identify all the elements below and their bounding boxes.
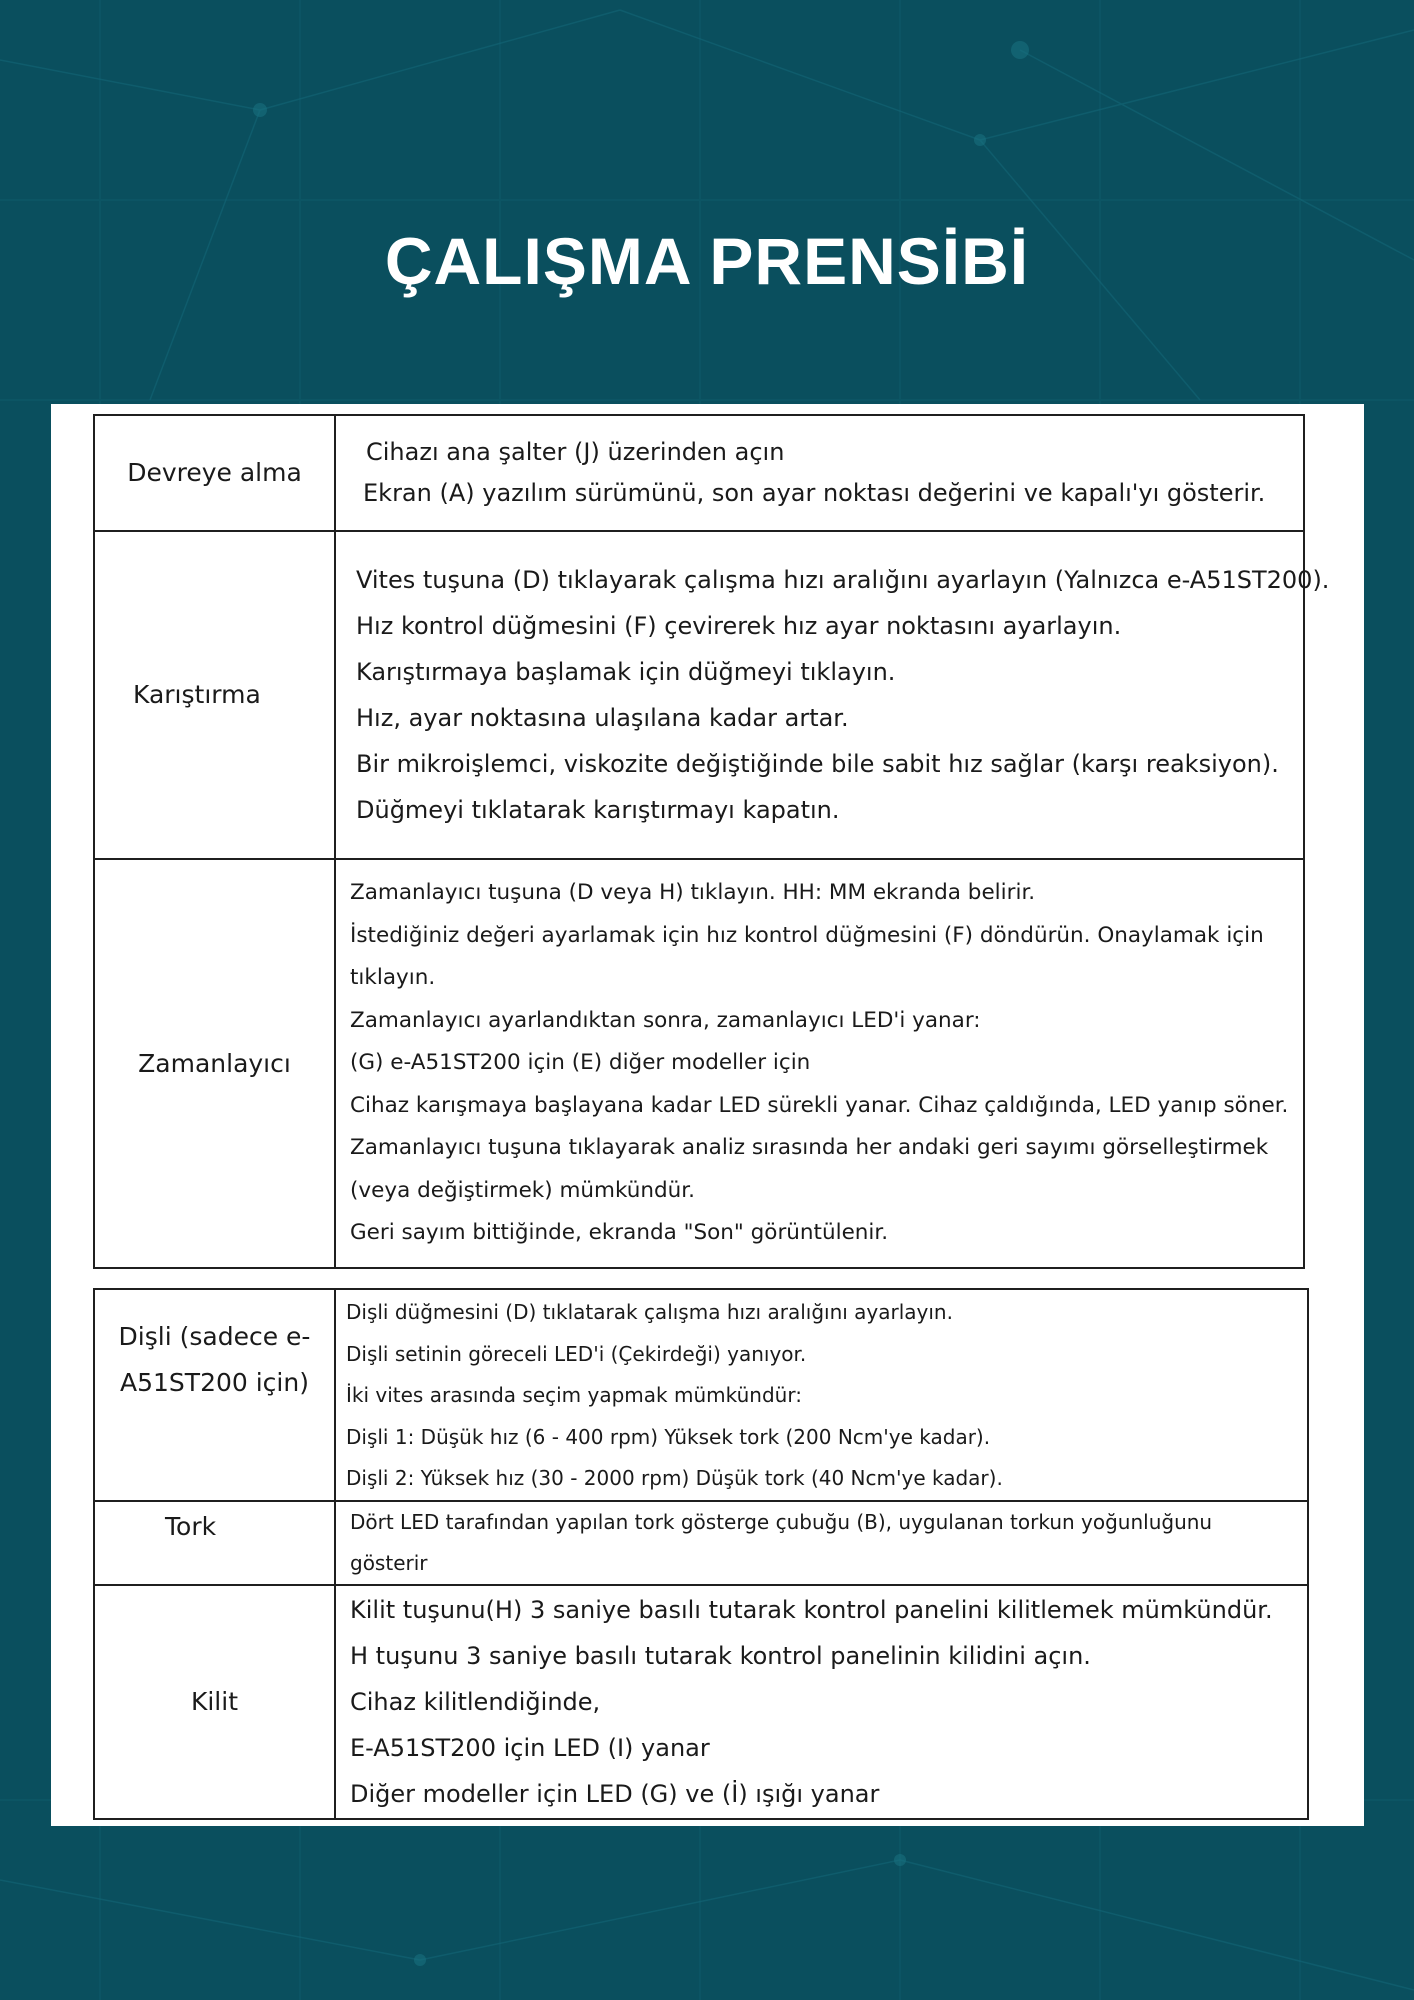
table-row-kilit: [94, 1585, 1308, 1819]
content-line: Ekran (A) yazılım sürümünü, son ayar noktası değerini ve kapalı'yı gösterir.: [363, 479, 1266, 507]
content-line: Vites tuşuna (D) tıklayarak çalışma hızı aralığını ayarlayın (Yalnızca e-A51ST200).: [356, 566, 1330, 594]
row-content-karistirma: [335, 531, 1330, 859]
content-line: (G) e-A51ST200 için (E) diğer modeller için: [350, 1050, 811, 1076]
principles-table-top: [93, 414, 1330, 1269]
row-label-text: Karıştırma: [133, 680, 261, 709]
row-content-devreye-alma: [335, 415, 1304, 531]
page-title: ÇALIŞMA PRENSİBİ: [384, 224, 1030, 298]
row-label-zamanlayici: [94, 859, 335, 1268]
content-line: Diğer modeller için LED (G) ve (İ) ışığı yanar: [350, 1779, 880, 1808]
row-content-kilit: [335, 1585, 1308, 1819]
content-line: Hız, ayar noktasına ulaşılana kadar artar.: [356, 704, 849, 732]
content-line: Dişli 2: Yüksek hız (30 - 2000 rpm) Düşük tork (40 Ncm'ye kadar).: [346, 1466, 1003, 1490]
row-label-devreye-alma: [94, 415, 335, 531]
content-line: Cihaz karışmaya başlayana kadar LED sürekli yanar. Cihaz çaldığında, LED yanıp söner.: [350, 1092, 1289, 1118]
content-line: gösterir: [350, 1550, 428, 1575]
content-line: H tuşunu 3 saniye basılı tutarak kontrol panelinin kilidini açın.: [350, 1641, 1091, 1670]
table-row-devreye-alma: [94, 415, 1304, 531]
row-label-tork: [94, 1501, 335, 1585]
content-line: Bir mikroişlemci, viskozite değiştiğinde bile sabit hız sağlar (karşı reaksiyon).: [356, 750, 1279, 778]
content-line: İki vites arasında seçim yapmak mümkündür:: [346, 1383, 802, 1407]
row-label-text: Tork: [165, 1511, 217, 1541]
row-label-karistirma: [94, 531, 335, 859]
content-line: Cihaz kilitlendiğinde,: [350, 1687, 601, 1716]
content-line: Zamanlayıcı ayarlandıktan sonra, zamanlayıcı LED'i yanar:: [350, 1007, 981, 1033]
content-line: Dört LED tarafından yapılan tork gösterge çubuğu (B), uygulanan torkun yoğunluğunu: [350, 1509, 1213, 1534]
content-line: E-A51ST200 için LED (I) yanar: [350, 1733, 710, 1762]
table-row-tork: [94, 1501, 1308, 1585]
content-line: Dişli 1: Düşük hız (6 - 400 rpm) Yüksek tork (200 Ncm'ye kadar).: [346, 1424, 991, 1449]
table-row-disli: [94, 1289, 1308, 1501]
principles-table-bottom: [93, 1288, 1309, 1820]
content-line: Hız kontrol düğmesini (F) çevirerek hız ayar noktasını ayarlayın.: [356, 612, 1122, 640]
row-label-line: Dişli (sadece e-: [118, 1322, 311, 1351]
row-label-line: A51ST200 için): [120, 1368, 309, 1397]
row-content-disli: [335, 1289, 1308, 1501]
row-label-disli: [94, 1289, 335, 1501]
content-line: Zamanlayıcı tuşuna tıklayarak analiz sırasında her andaki geri sayımı görselleştirmek: [350, 1135, 1269, 1161]
row-label-text: Zamanlayıcı: [138, 1048, 291, 1078]
content-line: Cihazı ana şalter (J) üzerinden açın: [366, 438, 785, 466]
content-line: İstediğiniz değeri ayarlamak için hız kontrol düğmesini (F) döndürün. Onaylamak için: [350, 922, 1264, 948]
content-line: Zamanlayıcı tuşuna (D veya H) tıklayın. HH: MM ekranda belirir.: [350, 880, 1036, 906]
content-line: Dişli setinin göreceli LED'i (Çekirdeği) yanıyor.: [346, 1341, 807, 1366]
content-line: Geri sayım bittiğinde, ekranda "Son" görüntülenir.: [350, 1220, 889, 1246]
row-label-kilit: [94, 1585, 335, 1819]
row-label-text: Devreye alma: [127, 458, 302, 487]
table-row-zamanlayici: [94, 859, 1304, 1268]
content-line: Dişli düğmesini (D) tıklatarak çalışma hızı aralığını ayarlayın.: [346, 1300, 953, 1324]
content-line: (veya değiştirmek) mümkündür.: [350, 1177, 696, 1203]
table-row-karistirma: [94, 531, 1304, 859]
row-content-tork: [335, 1501, 1308, 1585]
content-line: tıklayın.: [350, 965, 436, 991]
content-line: Karıştırmaya başlamak için düğmeyi tıklayın.: [356, 658, 896, 686]
row-content-zamanlayici: [335, 859, 1304, 1268]
row-label-text: Kilit: [190, 1686, 239, 1716]
content-line: Düğmeyi tıklatarak karıştırmayı kapatın.: [356, 796, 840, 824]
content-line: Kilit tuşunu(H) 3 saniye basılı tutarak kontrol panelini kilitlemek mümkündür.: [350, 1595, 1273, 1624]
